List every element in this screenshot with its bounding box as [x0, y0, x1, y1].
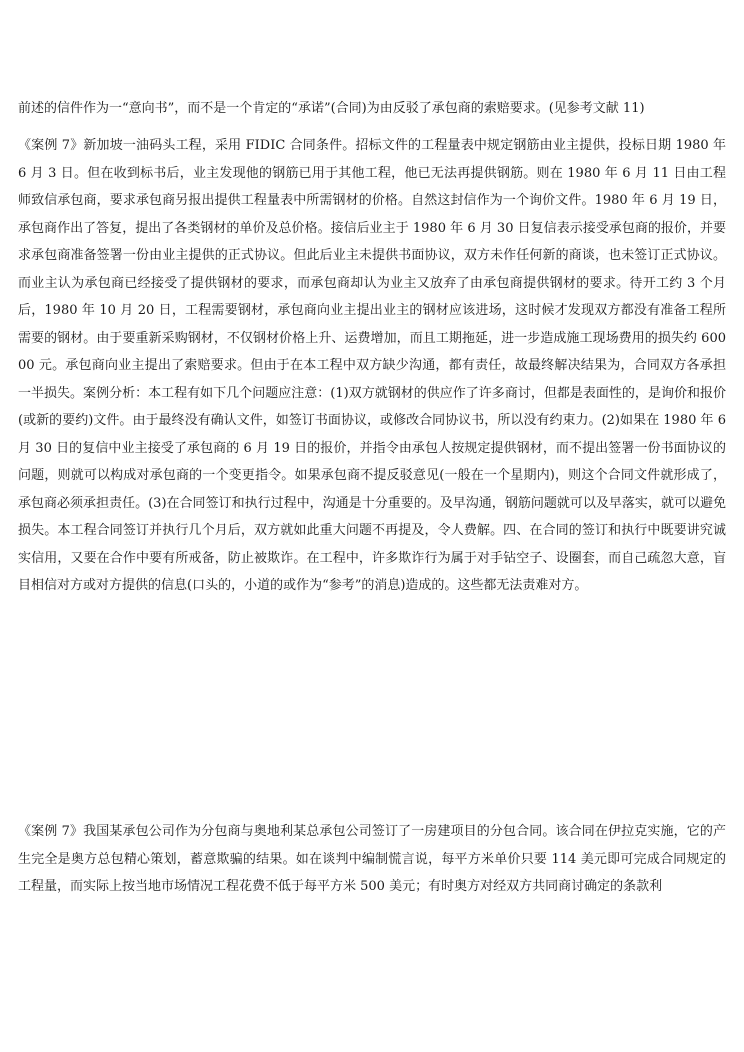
paragraph-intro: 前述的信件作为一“意向书”，而不是一个肯定的“承诺”(合同)为由反驳了承包商的索赔要求。(见参考文献 11)	[18, 101, 645, 116]
paragraph-case-iraq: 《案例 7》我国某承包公司作为分包商与奥地利某总承包公司签订了一房建项目的分包合同。该合同在伊拉克实施，它的产生完全是奥方总包精心策划，蓄意欺骗的结果。如在谈判中编制慌言说，每平方米单价只要 114 美元即可完成合同规定的工程量，而实际上按当地市场情况工程花费不低于每平方米 500 美元；有时奥方对经双方共同商讨确定的条款利	[18, 824, 726, 894]
paragraph-case-singapore: 《案例 7》新加坡一油码头工程，采用 FIDIC 合同条件。招标文件的工程量表中规定钢筋由业主提供，投标日期 1980 年 6 月 3 日。但在收到标书后，业主发现他的钢筋已用于其他工程，他已无法再提供钢筋。则在 1980 年 6 月 11 日由工程师致信承包商，要求承包商另报出提供工程量表中所需钢材的价格。自然这封信作为一个询价文件。1980 年 6 月 19 日，承包商作出了答复，提出了各类钢材的单价及总价格。接信后业主于 1980 年 6 月 30 日复信表示接受承包商的报价，并要求承包商准备签署一份由业主提供的正式协议。但此后业主未提供书面协议，双方未作任何新的商谈，也未签订正式协议。而业主认为承包商已经接受了提供钢材的要求，而承包商却认为业主又放弃了由承包商提供钢材的要求。待开工约 3 个月后，1980 年 10 月 20 日，工程需要钢材，承包商向业主提出业主的钢材应该进场，这时候才发现双方都没有准备工程所需要的钢材。由于要重新采购钢材，不仅钢材价格上升、运费增加，而且工期拖延，进一步造成施工现场费用的损失约 60000 元。承包商向业主提出了索赔要求。但由于在本工程中双方缺少沟通，都有责任，故最终解决结果为，合同双方各承担一半损失。案例分析：本工程有如下几个问题应注意：(1)双方就钢材的供应作了许多商讨，但都是表面性的，是询价和报价(或新的要约)文件。由于最终没有确认文件，如签订书面协议，或修改合同协议书，所以没有约束力。(2)如果在 1980 年 6 月 30 日的复信中业主接受了承包商的 6 月 19 日的报价，并指令由承包人按规定提供钢材，而不提出签署一份书面协议的问题，则就可以构成对承包商的一个变更指令。如果承包商不提反驳意见(一般在一个星期内)，则这个合同文件就形成了，承包商必须承担责任。(3)在合同签订和执行过程中，沟通是十分重要的。及早沟通，钢筋问题就可以及早落实，就可以避免损失。本工程合同签订并执行几个月后，双方就如此重大问题不再提及，令人费解。四、在合同的签订和执行中既要讲究诚实信用，又要在合作中要有所戒备，防止被欺诈。在工程中，许多欺诈行为属于对手钻空子、设圈套，而自己疏忽大意，盲目相信对方或对方提供的信息(口头的，小道的或作为“参考”的消息)造成的。这些都无法责难对方。	[18, 138, 726, 593]
